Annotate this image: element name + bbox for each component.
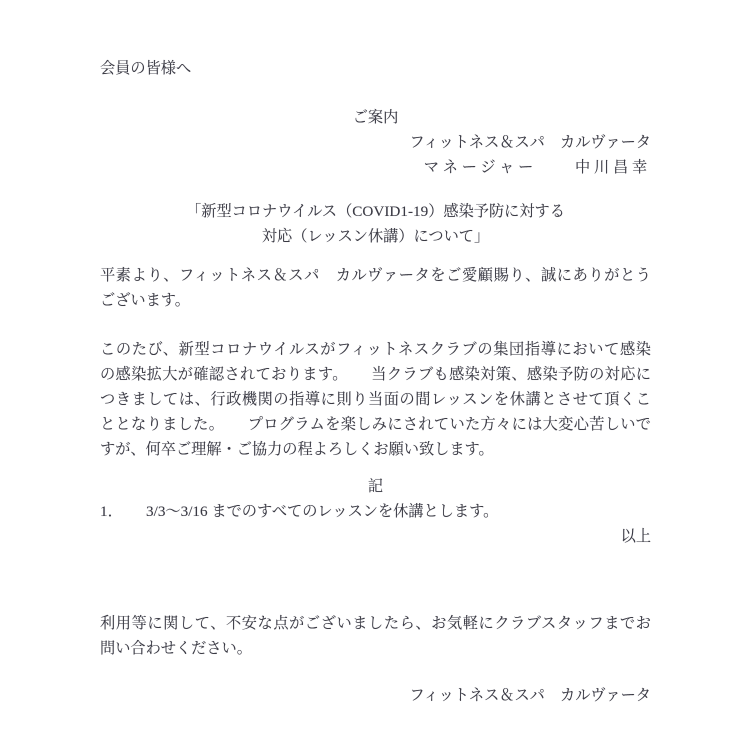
document-title-line1: 「新型コロナウイルス（COVID1-19）感染予防に対する [186,203,565,220]
notice-item-number: 1． [100,503,123,520]
letter-content [100,56,651,708]
document-title [100,199,651,249]
closing-marker: 以上 [620,528,651,545]
footer-paragraph [100,611,651,661]
salutation: 会員の皆様へ [100,60,192,77]
greeting-line: ございます。 [100,292,190,309]
sender-organization: フィットネス＆スパ カルヴァータ [409,134,651,151]
body-line: つきましては、行政機関の指導に則り当面の間レッスンを休講とさせて頂くこ [100,391,651,408]
greeting-line: 平素より、フィットネス＆スパ カルヴァータをご愛顧賜り、誠にありがとう [100,267,651,284]
footer-line: 利用等に関して、不安な点がございましたら、お気軽にクラブスタッフまでお [100,615,651,632]
sender-block [100,130,651,180]
footer-line: 問い合わせください。 [100,640,252,657]
record-marker: 記 [367,478,384,495]
body-line: の感染拡大が確認されております。 当クラブも感染対策、感染予防の対応に [100,366,651,383]
notice-item [100,499,651,524]
document-heading: ご案内 [352,109,399,126]
body-line: このたび、新型コロナウイルスがフィットネスクラブの集団指導において感染 [100,341,651,358]
body-line: ととなりました。 プログラムを楽しみにされていた方々には大変心苦しいで [100,416,651,433]
greeting-paragraph [100,263,651,313]
notice-item-text: 3/3～3/16 までのすべてのレッスンを休講とします。 [146,503,499,520]
body-line: すが、何卒ご理解・ご協力の程よろしくお願い致します。 [100,441,494,458]
signature: フィットネス＆スパ カルヴァータ [409,687,651,704]
document-title-line2: 対応（レッスン休講）について」 [261,228,490,245]
body-paragraph [100,337,651,462]
sender-manager: マネージャー 中川昌幸 [423,159,651,176]
